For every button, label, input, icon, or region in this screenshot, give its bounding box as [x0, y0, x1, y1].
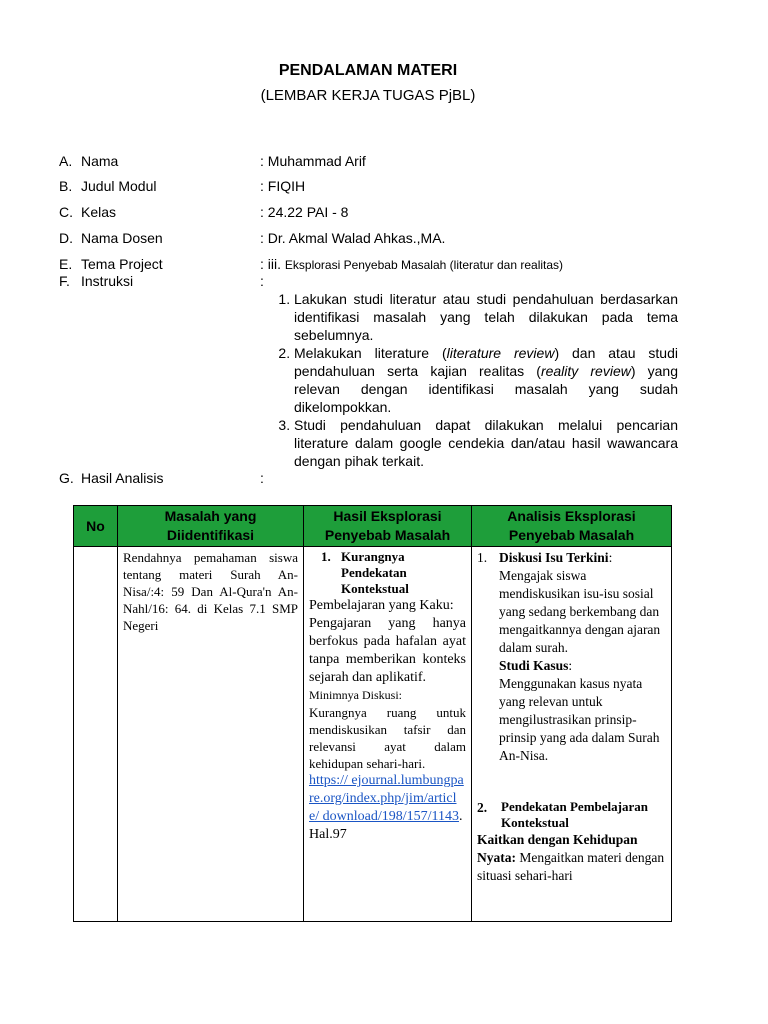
field-tema-project-value: : iii. Eksplorasi Penyebab Masalah (literatur dan realitas) — [260, 256, 564, 272]
hasil-p3: Kurangnya ruang untuk mendiskusikan tafsir dan relevansi ayat dalam kehidupan sehari-hari. — [309, 705, 466, 771]
field-nama-dosen-label: D. Nama Dosen — [59, 230, 163, 246]
cell-no — [74, 547, 118, 922]
analisis-item-1-sub-text: Menggunakan kasus nyata yang relevan untuk mengilustrasikan prinsip-prinsip yang ada dalam Surah An-Nisa. — [499, 676, 660, 763]
source-link[interactable]: https:// ejournal.lumbungpare.org/index.php/jim/article/ download/198/157/1143 — [309, 773, 464, 824]
instruction-item: 1. Lakukan studi literatur atau studi pendahuluan berdasarkan identifikasi masalah yang telah dilakukan pada tema sebelumnya. — [294, 290, 678, 344]
hasil-heading: 1. Kurangnya Pendekatan Kontekstual — [321, 549, 409, 596]
header-hasil: Hasil Eksplorasi Penyebab Masalah — [304, 506, 472, 547]
hasil-page: Hal.97 — [309, 827, 347, 842]
field-instruksi-value: : — [260, 273, 264, 289]
field-hasil-analisis-label: G. Hasil Analisis — [59, 470, 164, 486]
hasil-p2: Pengajaran yang hanya berfokus pada hafalan ayat tanpa memberikan konteks sejarah dan aplikatif. — [309, 616, 466, 685]
cell-masalah: Rendahnya pemahaman siswa tentang materi Surah An- Nisa/:4: 59 Dan Al-Qura'n An-Nahl/16: 64. di Kelas 7.1 SMP Negeri — [118, 547, 304, 922]
header-analisis: Analisis Eksplorasi Penyebab Masalah — [472, 506, 672, 547]
page-title: PENDALAMAN MATERI — [278, 62, 458, 79]
instruction-list — [270, 290, 678, 470]
header-no: No — [74, 506, 118, 547]
field-hasil-analisis-value: : — [260, 470, 264, 486]
field-tema-project-label: E. Tema Project — [59, 256, 163, 272]
field-nama-value: : Muhammad Arif — [260, 153, 366, 169]
header-masalah: Masalah yang Diidentifikasi — [118, 506, 304, 547]
field-kelas-value: : 24.22 PAI - 8 — [260, 204, 349, 220]
analisis-item-2: 2. Pendekatan Pembelajaran Kontekstual — [477, 799, 648, 830]
analisis-item-2-sub: Kaitkan dengan Kehidupan Nyata: Mengaitkan materi dengan situasi sehari-hari — [477, 832, 665, 883]
analisis-item-1-text: Mengajak siswa mendiskusikan isu-isu sosial yang sedang berkembang dan mengaitkannya dengan ajaran dalam surah. — [499, 568, 661, 655]
field-instruksi-label: F. Instruksi — [59, 273, 134, 289]
instruction-item: 3. Studi pendahuluan dapat dilakukan melalui pencarian literature dalam google cendekia dan/atau hasil wawancara dengan pihak terkait. — [294, 416, 678, 470]
analysis-table — [73, 505, 672, 922]
analisis-item-1-sub-title: Studi Kasus: — [499, 658, 573, 673]
hasil-p3-title: Minimnya Diskusi: — [309, 688, 403, 702]
field-nama-dosen-value: : Dr. Akmal Walad Ahkas.,MA. — [260, 230, 446, 246]
hasil-p1: Pembelajaran yang Kaku: — [309, 598, 454, 613]
field-kelas-label: C. Kelas — [59, 204, 117, 220]
cell-analisis — [472, 547, 672, 922]
table-row — [74, 547, 672, 922]
cell-hasil — [304, 547, 472, 922]
table-header-row — [74, 506, 672, 547]
field-nama-label: A. Nama — [59, 153, 119, 169]
analisis-item-1: 1. Diskusi Isu Terkini: — [477, 550, 613, 565]
field-judul-modul-value: : FIQIH — [260, 178, 306, 194]
page-subtitle: (LEMBAR KERJA TUGAS PjBL) — [260, 87, 476, 104]
hasil-source: https:// ejournal.lumbungpare.org/index.php/jim/article/ download/198/157/1143. — [309, 773, 464, 824]
instruction-item: 2. Melakukan literature (literature review) dan atau studi pendahuluan serta kajian realitas (reality review) yang relevan dengan identifikasi masalah yang sudah dikelompokkan. — [294, 344, 678, 416]
field-judul-modul-label: B. Judul Modul — [59, 178, 157, 194]
